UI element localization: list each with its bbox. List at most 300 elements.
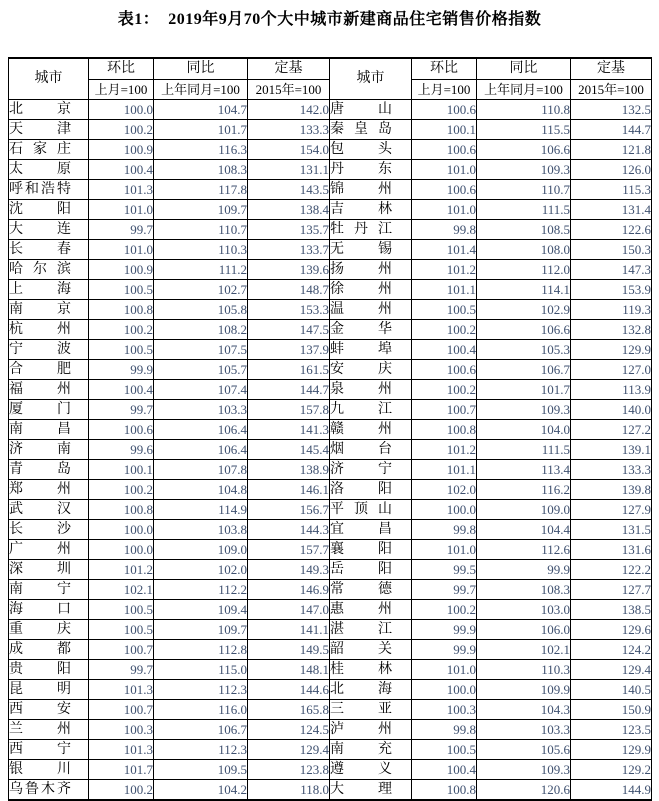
- mom-value-cell: 99.9: [412, 640, 477, 660]
- yoy-value-cell: 101.7: [154, 120, 248, 140]
- table-row: [9, 720, 652, 740]
- city-cell: [9, 120, 89, 140]
- city-cell: [330, 120, 412, 140]
- city-cell: [9, 140, 89, 160]
- mom-value-cell: 99.8: [412, 520, 477, 540]
- table-row: [9, 340, 652, 360]
- city-name: 襄阳: [330, 542, 392, 557]
- mom-value-cell: 99.6: [89, 440, 154, 460]
- fixedbase-value-cell: 127.9: [571, 500, 652, 520]
- yoy-value-cell: 114.9: [154, 500, 248, 520]
- fixedbase-value-cell: 144.9: [571, 780, 652, 801]
- city-name: 广州: [9, 542, 71, 557]
- mom-value-cell: 99.7: [412, 580, 477, 600]
- fixedbase-value-cell: 140.5: [571, 680, 652, 700]
- mom-value-cell: 100.8: [89, 500, 154, 520]
- yoy-value-cell: 109.3: [477, 760, 571, 780]
- city-name: 南宁: [9, 582, 71, 597]
- city-cell: [330, 500, 412, 520]
- mom-value-cell: 101.7: [89, 760, 154, 780]
- fixedbase-value-cell: 146.9: [248, 580, 330, 600]
- mom-value-cell: 100.2: [89, 480, 154, 500]
- yoy-value-cell: 115.0: [154, 660, 248, 680]
- header-city-left: 城市: [9, 58, 89, 100]
- mom-value-cell: 101.1: [412, 460, 477, 480]
- fixedbase-value-cell: 154.0: [248, 140, 330, 160]
- fixedbase-value-cell: 129.2: [571, 760, 652, 780]
- fixedbase-value-cell: 157.7: [248, 540, 330, 560]
- city-cell: [330, 700, 412, 720]
- table-row: [9, 640, 652, 660]
- city-name: 济南: [9, 442, 71, 457]
- header-yoy-right: 同比: [477, 58, 571, 80]
- fixedbase-value-cell: 123.8: [248, 760, 330, 780]
- header-fixedbase-base-left: 2015年=100: [248, 80, 330, 100]
- city-cell: [9, 400, 89, 420]
- yoy-value-cell: 104.8: [154, 480, 248, 500]
- fixedbase-value-cell: 147.5: [248, 320, 330, 340]
- city-cell: [9, 640, 89, 660]
- fixedbase-value-cell: 141.1: [248, 620, 330, 640]
- header-fixedbase-left: 定基: [248, 58, 330, 80]
- fixedbase-value-cell: 144.3: [248, 520, 330, 540]
- fixedbase-value-cell: 131.5: [571, 520, 652, 540]
- fixedbase-value-cell: 118.0: [248, 780, 330, 801]
- table-row: [9, 560, 652, 580]
- mom-value-cell: 100.5: [89, 620, 154, 640]
- header-fixedbase-base-right: 2015年=100: [571, 80, 652, 100]
- yoy-value-cell: 114.1: [477, 280, 571, 300]
- fixedbase-value-cell: 148.7: [248, 280, 330, 300]
- mom-value-cell: 101.1: [412, 280, 477, 300]
- city-name: 九江: [330, 402, 392, 417]
- table-row: [9, 320, 652, 340]
- yoy-value-cell: 108.3: [154, 160, 248, 180]
- mom-value-cell: 101.0: [412, 160, 477, 180]
- city-cell: [9, 420, 89, 440]
- city-cell: [9, 480, 89, 500]
- fixedbase-value-cell: 133.7: [248, 240, 330, 260]
- table-row: [9, 700, 652, 720]
- table-row: [9, 760, 652, 780]
- fixedbase-value-cell: 127.7: [571, 580, 652, 600]
- city-cell: [330, 220, 412, 240]
- table-row: [9, 440, 652, 460]
- mom-value-cell: 101.2: [412, 260, 477, 280]
- city-name: 上海: [9, 282, 71, 297]
- mom-value-cell: 99.8: [412, 220, 477, 240]
- city-name: 昆明: [9, 682, 71, 697]
- table-row: [9, 380, 652, 400]
- city-cell: [330, 200, 412, 220]
- city-name: 大连: [9, 222, 71, 237]
- city-name: 常德: [330, 582, 392, 597]
- city-name: 秦皇岛: [330, 122, 392, 137]
- yoy-value-cell: 109.7: [154, 200, 248, 220]
- city-cell: [9, 380, 89, 400]
- yoy-value-cell: 103.3: [477, 720, 571, 740]
- city-cell: [330, 300, 412, 320]
- city-name: 乌鲁木齐: [9, 782, 71, 797]
- header-yoy-base-right: 上年同月=100: [477, 80, 571, 100]
- table-row: [9, 140, 652, 160]
- table-row: [9, 620, 652, 640]
- yoy-value-cell: 107.5: [154, 340, 248, 360]
- city-name: 徐州: [330, 282, 392, 297]
- fixedbase-value-cell: 138.4: [248, 200, 330, 220]
- fixedbase-value-cell: 149.3: [248, 560, 330, 580]
- city-name: 桂林: [330, 662, 392, 677]
- mom-value-cell: 100.9: [89, 140, 154, 160]
- city-name: 唐山: [330, 102, 392, 117]
- city-cell: [330, 280, 412, 300]
- city-cell: [330, 520, 412, 540]
- city-cell: [9, 440, 89, 460]
- city-name: 呼和浩特: [9, 182, 71, 197]
- fixedbase-value-cell: 113.9: [571, 380, 652, 400]
- city-name: 贵阳: [9, 662, 71, 677]
- fixedbase-value-cell: 129.9: [571, 740, 652, 760]
- fixedbase-value-cell: 137.9: [248, 340, 330, 360]
- header-yoy-base-left: 上年同月=100: [154, 80, 248, 100]
- city-name: 南昌: [9, 422, 71, 437]
- yoy-value-cell: 117.8: [154, 180, 248, 200]
- mom-value-cell: 99.7: [89, 400, 154, 420]
- fixedbase-value-cell: 149.5: [248, 640, 330, 660]
- table-row: [9, 480, 652, 500]
- mom-value-cell: 102.1: [89, 580, 154, 600]
- mom-value-cell: 100.1: [412, 120, 477, 140]
- yoy-value-cell: 106.6: [477, 320, 571, 340]
- yoy-value-cell: 108.0: [477, 240, 571, 260]
- city-cell: [330, 240, 412, 260]
- fixedbase-value-cell: 115.3: [571, 180, 652, 200]
- city-name: 福州: [9, 382, 71, 397]
- city-cell: [330, 560, 412, 580]
- fixedbase-value-cell: 156.7: [248, 500, 330, 520]
- fixedbase-value-cell: 132.8: [571, 320, 652, 340]
- city-cell: [330, 340, 412, 360]
- mom-value-cell: 101.3: [89, 680, 154, 700]
- city-cell: [330, 780, 412, 801]
- city-name: 吉林: [330, 202, 392, 217]
- mom-value-cell: 100.2: [412, 320, 477, 340]
- yoy-value-cell: 109.3: [477, 160, 571, 180]
- mom-value-cell: 101.0: [412, 540, 477, 560]
- table-row: [9, 520, 652, 540]
- mom-value-cell: 100.0: [412, 500, 477, 520]
- fixedbase-value-cell: 131.4: [571, 200, 652, 220]
- city-name: 平顶山: [330, 502, 392, 517]
- mom-value-cell: 100.4: [89, 160, 154, 180]
- city-name: 宁波: [9, 342, 71, 357]
- city-cell: [330, 440, 412, 460]
- mom-value-cell: 99.9: [89, 360, 154, 380]
- yoy-value-cell: 116.0: [154, 700, 248, 720]
- city-cell: [330, 160, 412, 180]
- yoy-value-cell: 116.2: [477, 480, 571, 500]
- fixedbase-value-cell: 124.5: [248, 720, 330, 740]
- yoy-value-cell: 111.5: [477, 440, 571, 460]
- city-name: 北海: [330, 682, 392, 697]
- yoy-value-cell: 112.3: [154, 740, 248, 760]
- mom-value-cell: 99.7: [89, 660, 154, 680]
- city-cell: [9, 580, 89, 600]
- mom-value-cell: 100.5: [89, 340, 154, 360]
- fixedbase-value-cell: 126.0: [571, 160, 652, 180]
- yoy-value-cell: 102.7: [154, 280, 248, 300]
- mom-value-cell: 100.7: [89, 640, 154, 660]
- fixedbase-value-cell: 165.8: [248, 700, 330, 720]
- yoy-value-cell: 101.7: [477, 380, 571, 400]
- yoy-value-cell: 112.8: [154, 640, 248, 660]
- fixedbase-value-cell: 147.0: [248, 600, 330, 620]
- mom-value-cell: 99.9: [412, 620, 477, 640]
- city-cell: [330, 260, 412, 280]
- city-cell: [9, 240, 89, 260]
- city-cell: [330, 140, 412, 160]
- price-index-table: [8, 57, 652, 801]
- mom-value-cell: 100.9: [89, 260, 154, 280]
- yoy-value-cell: 105.3: [477, 340, 571, 360]
- mom-value-cell: 100.4: [412, 340, 477, 360]
- yoy-value-cell: 108.5: [477, 220, 571, 240]
- city-name: 三亚: [330, 702, 392, 717]
- city-cell: [9, 740, 89, 760]
- yoy-value-cell: 99.9: [477, 560, 571, 580]
- fixedbase-value-cell: 153.3: [248, 300, 330, 320]
- city-cell: [330, 540, 412, 560]
- city-cell: [330, 580, 412, 600]
- city-name: 遵义: [330, 762, 392, 777]
- yoy-value-cell: 110.7: [154, 220, 248, 240]
- city-name: 济宁: [330, 462, 392, 477]
- city-cell: [9, 520, 89, 540]
- mom-value-cell: 100.5: [89, 600, 154, 620]
- table-row: [9, 360, 652, 380]
- mom-value-cell: 100.0: [412, 680, 477, 700]
- city-cell: [9, 220, 89, 240]
- city-cell: [9, 340, 89, 360]
- yoy-value-cell: 105.8: [154, 300, 248, 320]
- city-cell: [330, 600, 412, 620]
- yoy-value-cell: 106.7: [477, 360, 571, 380]
- mom-value-cell: 100.2: [412, 380, 477, 400]
- header-mom-base-right: 上月=100: [412, 80, 477, 100]
- yoy-value-cell: 106.4: [154, 440, 248, 460]
- fixedbase-value-cell: 144.6: [248, 680, 330, 700]
- fixedbase-value-cell: 122.2: [571, 560, 652, 580]
- city-name: 惠州: [330, 602, 392, 617]
- header-yoy-left: 同比: [154, 58, 248, 80]
- table-row: [9, 400, 652, 420]
- city-cell: [9, 720, 89, 740]
- city-name: 杭州: [9, 322, 71, 337]
- city-cell: [9, 200, 89, 220]
- city-cell: [9, 160, 89, 180]
- table-row: [9, 500, 652, 520]
- yoy-value-cell: 103.3: [154, 400, 248, 420]
- fixedbase-value-cell: 129.4: [248, 740, 330, 760]
- yoy-value-cell: 104.4: [477, 520, 571, 540]
- city-cell: [9, 620, 89, 640]
- fixedbase-value-cell: 124.2: [571, 640, 652, 660]
- city-cell: [9, 260, 89, 280]
- city-cell: [330, 640, 412, 660]
- city-cell: [330, 400, 412, 420]
- city-name: 湛江: [330, 622, 392, 637]
- city-cell: [9, 500, 89, 520]
- fixedbase-value-cell: 129.9: [571, 340, 652, 360]
- mom-value-cell: 101.0: [412, 200, 477, 220]
- city-name: 厦门: [9, 402, 71, 417]
- city-name: 兰州: [9, 722, 71, 737]
- fixedbase-value-cell: 129.6: [571, 620, 652, 640]
- mom-value-cell: 100.5: [89, 280, 154, 300]
- mom-value-cell: 100.5: [412, 300, 477, 320]
- mom-value-cell: 100.6: [412, 140, 477, 160]
- fixedbase-value-cell: 138.5: [571, 600, 652, 620]
- table-row: [9, 160, 652, 180]
- yoy-value-cell: 110.3: [477, 660, 571, 680]
- city-name: 合肥: [9, 362, 71, 377]
- mom-value-cell: 101.2: [89, 560, 154, 580]
- city-name: 郑州: [9, 482, 71, 497]
- table-row: [9, 100, 652, 120]
- city-name: 赣州: [330, 422, 392, 437]
- city-name: 包头: [330, 142, 392, 157]
- yoy-value-cell: 105.6: [477, 740, 571, 760]
- table-row: [9, 540, 652, 560]
- city-name: 石家庄: [9, 142, 71, 157]
- city-cell: [9, 540, 89, 560]
- city-name: 牡丹江: [330, 222, 392, 237]
- yoy-value-cell: 104.0: [477, 420, 571, 440]
- fixedbase-value-cell: 144.7: [248, 380, 330, 400]
- city-cell: [330, 180, 412, 200]
- yoy-value-cell: 110.8: [477, 100, 571, 120]
- table-row: [9, 260, 652, 280]
- mom-value-cell: 101.0: [412, 660, 477, 680]
- fixedbase-value-cell: 161.5: [248, 360, 330, 380]
- mom-value-cell: 100.5: [412, 740, 477, 760]
- yoy-value-cell: 109.0: [154, 540, 248, 560]
- mom-value-cell: 101.0: [89, 240, 154, 260]
- city-name: 扬州: [330, 262, 392, 277]
- table-row: [9, 180, 652, 200]
- fixedbase-value-cell: 135.7: [248, 220, 330, 240]
- table-row: [9, 680, 652, 700]
- mom-value-cell: 102.0: [412, 480, 477, 500]
- yoy-value-cell: 104.2: [154, 780, 248, 801]
- mom-value-cell: 100.8: [412, 780, 477, 801]
- yoy-value-cell: 108.2: [154, 320, 248, 340]
- city-name: 银川: [9, 762, 71, 777]
- yoy-value-cell: 109.0: [477, 500, 571, 520]
- mom-value-cell: 99.5: [412, 560, 477, 580]
- city-name: 长春: [9, 242, 71, 257]
- mom-value-cell: 100.8: [412, 420, 477, 440]
- city-name: 洛阳: [330, 482, 392, 497]
- header-city-right: 城市: [330, 58, 412, 100]
- mom-value-cell: 100.0: [89, 520, 154, 540]
- mom-value-cell: 101.0: [89, 200, 154, 220]
- table-row: [9, 460, 652, 480]
- mom-value-cell: 101.2: [412, 440, 477, 460]
- table-row: [9, 280, 652, 300]
- fixedbase-value-cell: 133.3: [248, 120, 330, 140]
- mom-value-cell: 100.2: [412, 600, 477, 620]
- mom-value-cell: 100.2: [89, 320, 154, 340]
- yoy-value-cell: 108.3: [477, 580, 571, 600]
- fixedbase-value-cell: 140.0: [571, 400, 652, 420]
- fixedbase-value-cell: 129.4: [571, 660, 652, 680]
- mom-value-cell: 100.7: [89, 700, 154, 720]
- table-row: [9, 220, 652, 240]
- yoy-value-cell: 106.6: [477, 140, 571, 160]
- city-name: 宜昌: [330, 522, 392, 537]
- yoy-value-cell: 106.0: [477, 620, 571, 640]
- header-mom-base-left: 上月=100: [89, 80, 154, 100]
- city-name: 南京: [9, 302, 71, 317]
- city-name: 韶关: [330, 642, 392, 657]
- fixedbase-value-cell: 132.5: [571, 100, 652, 120]
- mom-value-cell: 99.7: [89, 220, 154, 240]
- city-cell: [9, 760, 89, 780]
- yoy-value-cell: 106.7: [154, 720, 248, 740]
- table-row: [9, 240, 652, 260]
- table-row: [9, 780, 652, 801]
- city-cell: [330, 720, 412, 740]
- city-name: 太原: [9, 162, 71, 177]
- mom-value-cell: 100.2: [89, 120, 154, 140]
- mom-value-cell: 99.8: [412, 720, 477, 740]
- yoy-value-cell: 110.7: [477, 180, 571, 200]
- city-cell: [330, 420, 412, 440]
- city-cell: [330, 480, 412, 500]
- city-name: 温州: [330, 302, 392, 317]
- city-name: 无锡: [330, 242, 392, 257]
- fixedbase-value-cell: 133.3: [571, 460, 652, 480]
- city-name: 蚌埠: [330, 342, 392, 357]
- table-row: [9, 580, 652, 600]
- city-name: 成都: [9, 642, 71, 657]
- fixedbase-value-cell: 121.8: [571, 140, 652, 160]
- table-header: [9, 58, 652, 100]
- fixedbase-value-cell: 131.6: [571, 540, 652, 560]
- city-cell: [330, 100, 412, 120]
- mom-value-cell: 100.4: [412, 760, 477, 780]
- city-cell: [9, 280, 89, 300]
- city-cell: [9, 680, 89, 700]
- yoy-value-cell: 120.6: [477, 780, 571, 801]
- yoy-value-cell: 112.3: [154, 680, 248, 700]
- city-cell: [330, 380, 412, 400]
- city-cell: [9, 660, 89, 680]
- city-cell: [9, 320, 89, 340]
- city-name: 深圳: [9, 562, 71, 577]
- city-name: 泸州: [330, 722, 392, 737]
- yoy-value-cell: 115.5: [477, 120, 571, 140]
- city-name: 金华: [330, 322, 392, 337]
- fixedbase-value-cell: 127.0: [571, 360, 652, 380]
- city-cell: [330, 620, 412, 640]
- fixedbase-value-cell: 139.1: [571, 440, 652, 460]
- mom-value-cell: 100.0: [89, 100, 154, 120]
- fixedbase-value-cell: 146.1: [248, 480, 330, 500]
- fixedbase-value-cell: 150.3: [571, 240, 652, 260]
- fixedbase-value-cell: 142.0: [248, 100, 330, 120]
